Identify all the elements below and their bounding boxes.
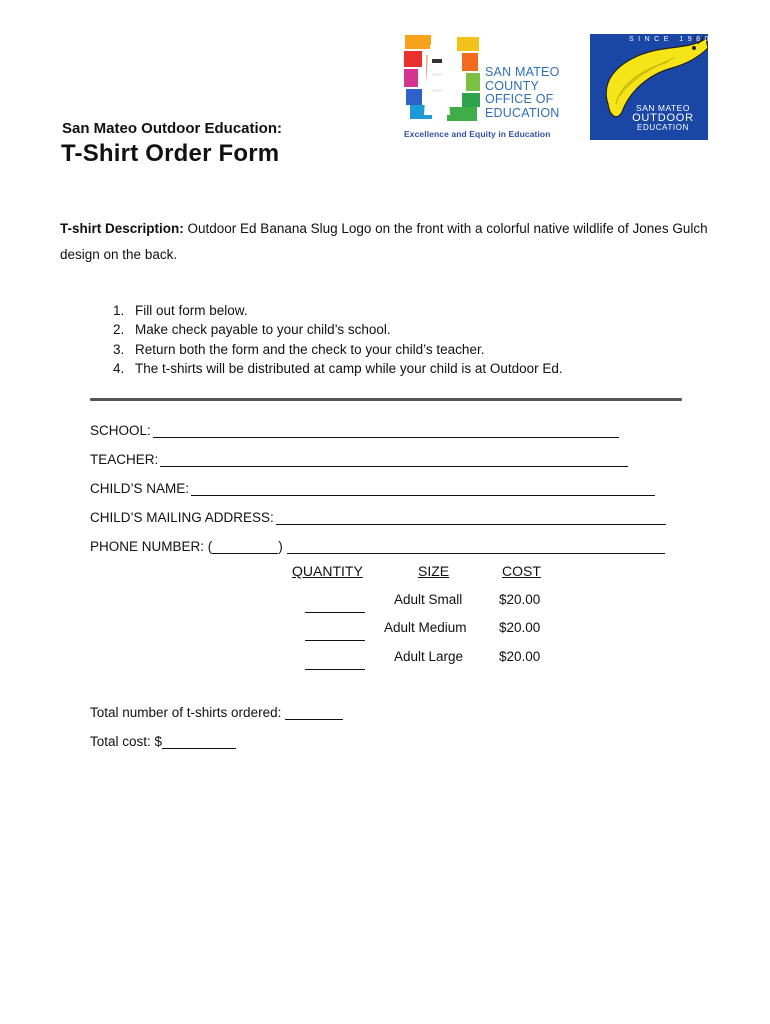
size-medium: Adult Medium <box>384 620 467 635</box>
instruction-item <box>113 320 563 339</box>
county-name-line-4: EDUCATION <box>485 105 560 120</box>
instruction-number: 3. <box>113 341 125 357</box>
child-name-input-line[interactable] <box>191 481 655 496</box>
cost-header: COST <box>502 563 541 579</box>
child-name-label: CHILD’S NAME: <box>90 481 190 496</box>
cost-small: $20.00 <box>499 592 541 607</box>
cost-medium: $20.00 <box>499 620 541 635</box>
total-cost-label: Total cost: $ <box>90 734 163 749</box>
phone-paren: ) <box>278 539 283 554</box>
description-text: Outdoor Ed Banana Slug Logo on the front with a colorful native wildlife of Jones Gulch design on the back. <box>60 221 708 262</box>
page-title: T-Shirt Order Form <box>61 140 280 167</box>
instruction-text: Fill out form below. <box>135 303 248 318</box>
child-name-field <box>90 476 655 496</box>
instruction-number: 1. <box>113 303 125 318</box>
instruction-number: 4. <box>113 360 125 376</box>
teacher-label: TEACHER: <box>90 452 159 467</box>
size-large: Adult Large <box>394 649 464 664</box>
county-tagline: Excellence and Equity in Education <box>404 129 551 139</box>
size-header: SIZE <box>418 563 450 579</box>
instruction-text: Make check payable to your child’s school. <box>135 322 391 338</box>
quantity-small-input-line[interactable] <box>305 598 365 613</box>
mailing-address-field <box>90 505 666 525</box>
outdoor-ed-line-2: OUTDOOR <box>632 112 694 124</box>
total-cost <box>90 734 236 749</box>
total-shirts <box>90 705 343 720</box>
outdoor-ed-since: SINCE 1980 <box>629 36 713 43</box>
county-name-line-2: COUNTY <box>485 78 539 93</box>
county-office-name <box>485 66 560 120</box>
teacher-input-line[interactable] <box>160 452 628 467</box>
mailing-address-label: CHILD’S MAILING ADDRESS: <box>90 510 274 525</box>
quantity-large-input-line[interactable] <box>305 655 365 670</box>
school-input-line[interactable] <box>153 423 619 438</box>
instruction-item <box>113 359 563 378</box>
section-divider <box>90 398 682 401</box>
cost-large: $20.00 <box>499 649 541 664</box>
instruction-item <box>113 340 563 359</box>
outdoor-ed-line-1: SAN MATEO <box>636 103 690 113</box>
instruction-text: The t-shirts will be distributed at camp while your child is at Outdoor Ed. <box>135 360 563 376</box>
description-label: T-shirt Description: <box>60 221 184 236</box>
outdoor-ed-line-3: EDUCATION <box>637 123 689 132</box>
size-small: Adult Small <box>394 592 463 607</box>
instruction-number: 2. <box>113 322 125 338</box>
school-field <box>90 418 619 438</box>
total-shirts-label: Total number of t-shirts ordered: <box>90 705 282 720</box>
quantity-header: QUANTITY <box>292 563 363 579</box>
total-cost-input-line[interactable] <box>162 734 236 749</box>
total-shirts-input-line[interactable] <box>285 705 343 720</box>
county-name-line-3: OFFICE OF <box>485 92 554 106</box>
org-heading: San Mateo Outdoor Education: <box>62 120 282 137</box>
tshirt-description <box>60 216 710 268</box>
school-label: SCHOOL: <box>90 423 151 438</box>
instruction-item <box>113 301 563 320</box>
county-name-line-1: SAN MATEO <box>485 65 560 79</box>
instruction-text: Return both the form and the check to your child’s teacher. <box>135 341 485 357</box>
quantity-medium-input-line[interactable] <box>305 626 365 641</box>
phone-input-line[interactable] <box>287 539 665 554</box>
outdoor-ed-name <box>618 103 708 133</box>
teacher-field <box>90 447 628 467</box>
phone-label: PHONE NUMBER: ( <box>90 539 213 554</box>
area-code-input-line[interactable] <box>212 539 278 554</box>
mailing-address-input-line[interactable] <box>276 510 666 525</box>
instruction-list <box>113 301 563 378</box>
phone-field <box>90 534 665 554</box>
